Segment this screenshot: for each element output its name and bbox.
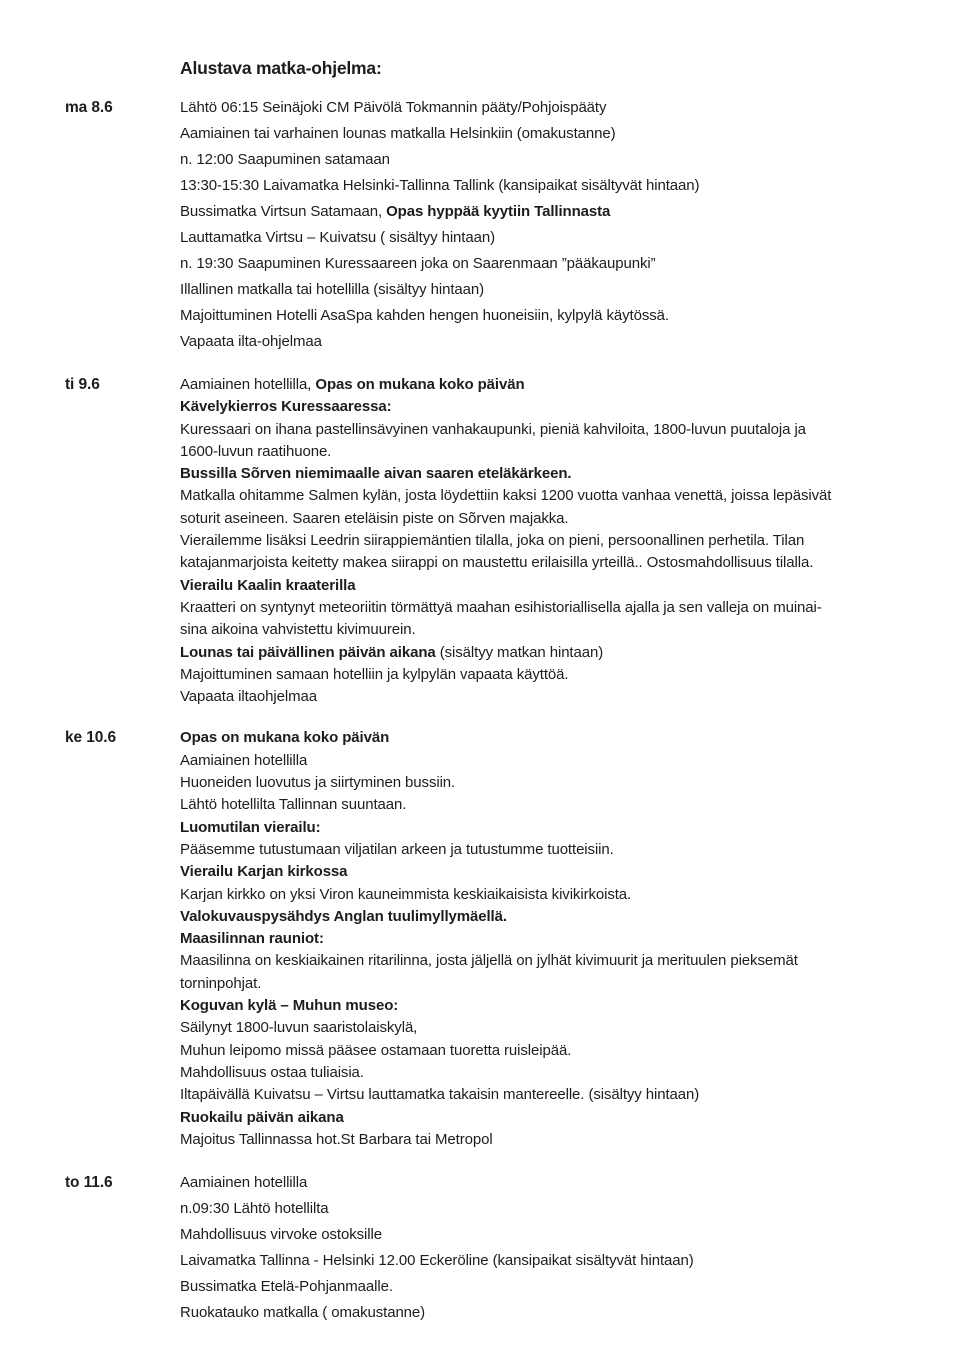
itinerary-line [180, 530, 930, 552]
itinerary-text: 1600-luvun raatihuone. [180, 442, 332, 460]
itinerary-line [180, 928, 930, 950]
itinerary-text: Muhun leipomo missä pääsee ostamaan tuoretta ruisleipää. [180, 1041, 572, 1059]
day-content [180, 1170, 930, 1326]
itinerary-text-bold: Vierailu Kaalin kraaterilla [180, 576, 356, 594]
itinerary-text-bold: Bussilla Sõrven niemimaalle aivan saaren eteläkärkeen. [180, 465, 572, 483]
itinerary-line [180, 1274, 930, 1300]
itinerary-line [180, 686, 930, 708]
itinerary-line [180, 973, 930, 995]
itinerary-text-bold: Kävelykierros Kuressaaressa: [180, 398, 392, 416]
itinerary-text-bold: Opas on mukana koko päivän [315, 376, 525, 393]
itinerary-text: Aamiainen hotellilla [180, 1174, 308, 1192]
itinerary-line [180, 1062, 930, 1084]
day-label: ma 8.6 [65, 99, 113, 116]
itinerary-line [180, 251, 930, 277]
day-section [65, 374, 930, 708]
itinerary-line [180, 1222, 930, 1248]
itinerary-line [180, 147, 930, 173]
itinerary-line [180, 199, 930, 225]
itinerary-text: Bussimatka Virtsun Satamaan, [180, 203, 387, 220]
itinerary-line [180, 374, 930, 396]
itinerary-line [180, 1196, 930, 1222]
itinerary-text: sina aikoina vahvistettu kivimuurein. [180, 621, 416, 639]
day-section [65, 95, 930, 355]
itinerary-text: Bussimatka Etelä-Pohjanmaalle. [180, 1278, 393, 1296]
document-title: Alustava matka-ohjelma: [180, 58, 382, 78]
itinerary-text: n. 19:30 Saapuminen Kuressaareen joka on Saarenmaan ”pääkaupunki” [180, 255, 656, 272]
itinerary-line [180, 884, 930, 906]
itinerary-text: soturit aseineen. Saaren eteläisin piste on Sõrven majakka. [180, 509, 569, 527]
itinerary-line [180, 597, 930, 619]
itinerary-text: Ruokatauko matkalla ( omakustanne) [180, 1304, 426, 1322]
itinerary-line [180, 664, 930, 686]
itinerary-text: Kuressaari on ihana pastellinsävyinen vanhakaupunki, pieniä kahviloita, 1800-luvun puutaloja ja [180, 420, 806, 438]
itinerary-line [180, 1017, 930, 1039]
itinerary-line [180, 772, 930, 794]
itinerary-text: 13:30-15:30 Laivamatka Helsinki-Tallinna Tallink (kansipaikat sisältyvät hintaan) [180, 177, 700, 194]
itinerary-text-bold: Valokuvauspysähdys Anglan tuulimyllymäellä. [180, 907, 507, 925]
itinerary-text: Laivamatka Tallinna - Helsinki 12.00 Eckeröline (kansipaikat sisältyvät hintaan) [180, 1252, 694, 1270]
itinerary-text-bold: Lounas tai päivällinen päivän aikana [180, 643, 436, 661]
itinerary-line [180, 329, 930, 355]
day-content [180, 95, 930, 355]
itinerary-text: Aamiainen hotellilla [180, 751, 308, 769]
itinerary-text-bold: Ruokailu päivän aikana [180, 1108, 344, 1126]
itinerary-text: Kraatteri on syntynyt meteoriitin törmättyä maahan esihistoriallisella ajalla ja sen valleja on muinai- [180, 598, 822, 616]
itinerary-text: Karjan kirkko on yksi Viron kauneimmista keskiaikaisista kivikirkoista. [180, 885, 632, 903]
day-label: ke 10.6 [65, 729, 117, 747]
day-content [180, 727, 930, 1151]
itinerary-text: Vierailemme lisäksi Leedrin siirappiemäntien tilalla, joka on pieni, persoonallinen perhetila. Tilan [180, 532, 805, 550]
itinerary-line [180, 396, 930, 418]
itinerary-text: torninpohjat. [180, 974, 262, 992]
itinerary-line [180, 995, 930, 1017]
itinerary-text: Lähtö hotellilta Tallinnan suuntaan. [180, 796, 407, 814]
itinerary-text: Säilynyt 1800-luvun saaristolaiskylä, [180, 1019, 418, 1037]
itinerary-text: n.09:30 Lähtö hotellilta [180, 1200, 329, 1218]
itinerary-text: Matkalla ohitamme Salmen kylän, josta löydettiin kaksi 1200 vuotta vanhaa venettä, joissa lepäsivät [180, 487, 832, 505]
itinerary-line [180, 552, 930, 574]
itinerary-text-bold: Opas on mukana koko päivän [180, 729, 390, 747]
itinerary-line [180, 173, 930, 199]
itinerary-text-bold: Koguvan kylä – Muhun museo: [180, 997, 399, 1015]
itinerary-line [180, 463, 930, 485]
itinerary [65, 95, 930, 1326]
itinerary-text: Vapaata iltaohjelmaa [180, 688, 317, 706]
itinerary-line [180, 508, 930, 530]
itinerary-line [180, 839, 930, 861]
itinerary-text: (sisältyy matkan hintaan) [435, 643, 604, 661]
itinerary-line [180, 1040, 930, 1062]
itinerary-text-bold: Maasilinnan rauniot: [180, 930, 324, 948]
itinerary-line [180, 727, 930, 749]
itinerary-line [180, 619, 930, 641]
itinerary-line [180, 1129, 930, 1151]
itinerary-text: Majoitus Tallinnassa hot.St Barbara tai Metropol [180, 1130, 493, 1148]
itinerary-text: Lauttamatka Virtsu – Kuivatsu ( sisältyy hintaan) [180, 229, 495, 246]
day-section [65, 727, 930, 1151]
itinerary-text: Mahdollisuus virvoke ostoksille [180, 1226, 382, 1244]
itinerary-text-bold: Opas hyppää kyytiin Tallinnasta [386, 203, 611, 220]
day-content [180, 374, 930, 708]
itinerary-line [180, 817, 930, 839]
itinerary-line [180, 121, 930, 147]
itinerary-line [180, 303, 930, 329]
day-label: ti 9.6 [65, 376, 100, 393]
itinerary-line [180, 441, 930, 463]
itinerary-text: Lähtö 06:15 Seinäjoki CM Päivölä Tokmannin pääty/Pohjoispääty [180, 99, 607, 116]
itinerary-text: katajanmarjoista keitetty makea siirappi on maustettu erilaisilla yrteillä.. Ostosmahdollisuus tilalla. [180, 554, 814, 572]
day-section [65, 1170, 930, 1326]
itinerary-text: Pääsemme tutustumaan viljatilan arkeen ja tutustumme tuotteisiin. [180, 840, 614, 858]
itinerary-line [180, 950, 930, 972]
itinerary-line [180, 1300, 930, 1326]
itinerary-line [180, 575, 930, 597]
itinerary-line [180, 1248, 930, 1274]
itinerary-line [180, 906, 930, 928]
itinerary-line [180, 1107, 930, 1129]
itinerary-line [180, 277, 930, 303]
itinerary-text: Aamiainen hotellilla, [180, 376, 316, 393]
itinerary-text: Majoittuminen samaan hotelliin ja kylpylän vapaata käyttöä. [180, 665, 569, 683]
day-label: to 11.6 [65, 1174, 113, 1192]
itinerary-text: Huoneiden luovutus ja siirtyminen bussiin. [180, 774, 456, 792]
itinerary-text: Majoittuminen Hotelli AsaSpa kahden hengen huoneisiin, kylpylä käytössä. [180, 307, 669, 324]
itinerary-line [180, 1084, 930, 1106]
itinerary-line [180, 1170, 930, 1196]
itinerary-line [180, 750, 930, 772]
itinerary-text: Illallinen matkalla tai hotellilla (sisältyy hintaan) [180, 281, 485, 298]
itinerary-line [180, 642, 930, 664]
itinerary-text: Maasilinna on keskiaikainen ritarilinna, josta jäljellä on jylhät kivimuurit ja merituulen pieksemät [180, 952, 798, 970]
itinerary-line [180, 225, 930, 251]
itinerary-text-bold: Luomutilan vierailu: [180, 818, 321, 836]
itinerary-line [180, 419, 930, 441]
itinerary-text: Aamiainen tai varhainen lounas matkalla Helsinkiin (omakustanne) [180, 125, 616, 142]
itinerary-text-bold: Vierailu Karjan kirkossa [180, 863, 348, 881]
itinerary-line [180, 861, 930, 883]
itinerary-line [180, 794, 930, 816]
itinerary-line [180, 95, 930, 121]
itinerary-line [180, 485, 930, 507]
itinerary-text: Vapaata ilta-ohjelmaa [180, 333, 322, 350]
itinerary-text: Mahdollisuus ostaa tuliaisia. [180, 1063, 364, 1081]
itinerary-text: Iltapäivällä Kuivatsu – Virtsu lauttamatka takaisin mantereelle. (sisältyy hintaan) [180, 1086, 700, 1104]
itinerary-text: n. 12:00 Saapuminen satamaan [180, 151, 390, 168]
